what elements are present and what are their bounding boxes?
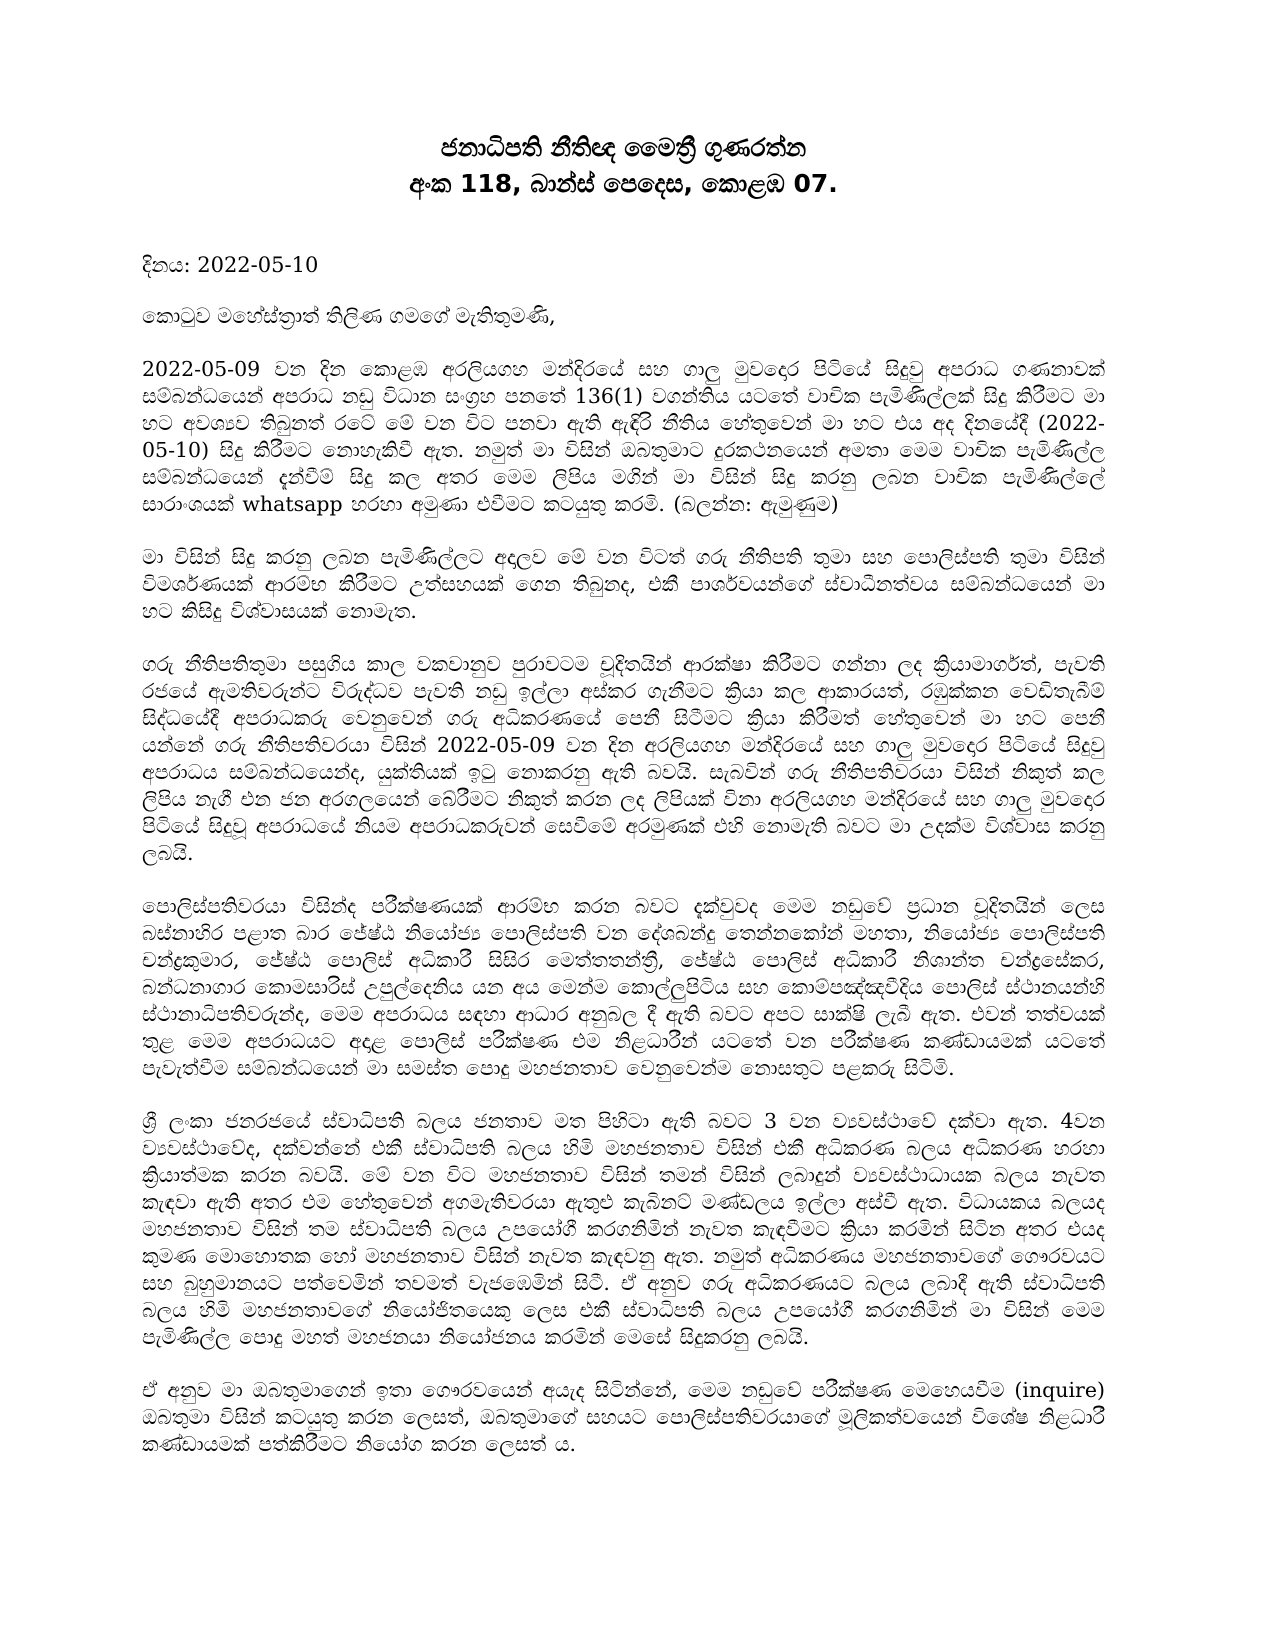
salutation: කොටුව මහේස්ත්‍රාත් තිලිණ ගමගේ මැතිතුමණි, bbox=[142, 304, 556, 328]
date-line: දිනය: 2022-05-10 bbox=[142, 253, 319, 277]
body-paragraph: ශ්‍රී ලංකා ජනරජයේ ස්වාධිපති බලය ජනතාව මත පිහිටා ඇති බවට 3 වන ව්‍යවස්ථාවේ දක්වා ඇත. 4වන ව්‍යවස්ථාවේද, දක්වන්නේ එකී ස්වාධිපති බලය හිමි මහජනතාව විසින් එකී අධිකරණ බලය අධිකරණ හරහා ක්‍රියාත්මක කරන බවයි. මේ වන විට මහජනතාව විසින් තමන් විසින් ලබාදුන් ව්‍යවස්ථාධායක බලය නැවත කැඳවා ඇති අතර එම හේතුවෙන් අගමැතිවරයා ඇතුළු කැබිනට් මණ්ඩලය ඉල්ලා අස්වී ඇත. විධායකය බලයද මහජනතාව විසින් තම ස්වාධිපති බලය උපයෝගී කරගනිමින් නැවත කැඳවීමට ක්‍රියා කරමින් සිටින අතර එයද කුමණ මොහොතක හෝ මහජනතාව විසින් නැවත කැඳවනු ඇත. නමුත් අධිකරණය මහජනතාවගේ ගෞරවයට සහ බුහුමානයට පත්වෙමින් තවමත් වැජඹෙමින් සිටී. ඒ අනුව ගරු අධිකරණයට බලය ලබාදී ඇති ස්වාධිපති බලය හිමි මහජනතාවගේ නියෝජිතයෙකු ලෙස එකී ස්වාධිපති බලය උපයෝගී කරගනිමින් මා විසින් මෙම පැමිණිල්ල පොදු මහත් මහජනයා නියෝජනය කරමින් මෙසේ සිදුකරනු ලබයි. bbox=[142, 1109, 1105, 1349]
letterhead bbox=[142, 130, 1105, 202]
body-paragraph: 2022-05-09 වන දින කොළඹ අරලියගහ මන්දිරයේ සහ ගාලු මුවදොර පිටියේ සිදුවු අපරාධ ගණනාවක් සම්බන්ධයෙන් අපරාධ නඩු විධාන සංග්‍රහ පනතේ 136(1) වගන්තිය යටතේ වාචික පැමිණිල්ලක් සිදු කිරීමට මා හට අවශ්‍යව තිබුනත් රටේ මේ වන විට පනවා ඇති ඇඳිරි නීතිය හේතුවෙන් මා හට එය අද දිනයේදී (2022-05-10) සිදු කිරීමට නොහැකිවී ඇත. නමුත් මා විසින් ඔබතුමාට දුරකථනයෙන් අමතා මෙම වාචික පැමිණිල්ල සම්බන්ධයෙන් දැන්වීම් සිදු කල අතර මෙම ලිපිය මගින් මා විසින් සිදු කරනු ලබන වාචික පැමිණිල්ලේ සාරාංශයක් whatsapp හරහා අමුණා එවීමට කටයුතු කරමි. (බලන්න: ඇමුණුම) bbox=[142, 357, 1105, 516]
body-paragraph: පොලිස්පතිවරයා විසින්ද පරීක්ෂණයක් ආරම්භ කරන බවට දැක්වුවද මෙම නඩුවේ ප්‍රධාන චූදිතයින් ලෙස බස්නාහිර පළාත බාර ජේෂ්ඨ නියෝජ්‍ය පොලිස්පති වන දේශබන්දු තෙන්නකෝන් මහතා, නියෝජ්‍ය පොලිස්පති චන්ද්‍රකුමාර, ජේෂ්ඨ පොලිස් අධිකාරී සිසිර මෙත්තතන්ත්‍රී, ජේෂ්ඨ පොලිස් අධිකාරී නිශාන්ත චන්ද්‍රසේකර, බන්ධනාගාර කොමසාරිස් උපුල්දෙනිය යන අය මෙන්ම කොල්ලුපිටිය සහ කොම්පඤ්ඤවීදිය පොලිස් ස්ථානයන්හි ස්ථානාධිපතිවරුන්ද, මෙම අපරාධය සඳහා ආධාර අනුබල දී ඇති බවට අපට සාක්ෂි ලැබී ඇත. එවන් තත්වයක් තුළ මෙම අපරාධයට අදාළ පොලිස් පරීක්ෂණ එම නිළධාරීන් යටතේ වන පරීක්ෂණ කණ්ඩායමක් යටතේ පැවැත්වීම සම්බන්ධයෙන් මා සමස්ත පොදු මහජනතාව වෙනුවෙන්ම නොසතුට පළකරු සිටිමි. bbox=[142, 894, 1105, 1080]
letterhead-name: ජනාධිපති නීතිඥ මෛත්‍රී ගුණරත්න bbox=[440, 133, 807, 162]
letter-body bbox=[142, 356, 1105, 1458]
letter-content bbox=[142, 130, 1105, 1458]
body-paragraph: ගරු නීතිපතිතුමා පසුගිය කාල වකවානුව පුරාවටම චූදිතයින් ආරක්ෂා කිරීමට ගන්නා ලද ක්‍රියාමාර්ගත්, පැවති රජයේ ඇමතිවරුන්ට විරුද්ධව පැවති නඩු ඉල්ලා අස්කර ගැනීමට ක්‍රියා කල ආකාරයත්, රඹුක්කන වෙඩිතැබීම් සිද්ධයේදී අපරාධකරු වෙනුවෙන් ගරු අධිකරණයේ පෙනී සිටීමට ක්‍රියා කිරීමත් හේතුවෙන් මා හට පෙනී යන්නේ ගරු නීතිපතිවරයා විසින් 2022-05-09 වන දින අරලියගහ මන්දිරයේ සහ ගාලු මුවදොර පිටියේ සිදුවු අපරාධය සම්බන්ධයෙන්ද, යුක්තියක් ඉටු නොකරනු ඇති බවයි. සැබවින් ගරු නීතිපතිවරයා විසින් නිකුත් කල ලිපිය නැගී එන ජන අරගලයෙන් බේරීමට නිකුත් කරන ලද ලිපියක් විනා අරලියගහ මන්දිරයේ සහ ගාලු මුවදොර පිටියේ සිදුවූ අපරාධයේ නියම අපරාධකරුවන් සෙවීමේ අරමුණක් එහි නොමැති බවට මා උදක්ම විශ්වාස කරනු ලබයි. bbox=[142, 652, 1105, 865]
body-paragraph: මා විසින් සිදු කරනු ලබන පැමිණිල්ලට අදාලව මේ වන විටත් ගරු නීතිපති තුමා සහ පොලිස්පති තුමා විසින් විමර්ශණයක් ආරම්භ කිරීමට උත්සහයක් ගෙන තිබුනද, එකී පාර්ශවයන්ගේ ස්වාධීනත්වය සම්බන්ධයෙන් මා හට කිසිදු විශ්වාසයක් නොමැත. bbox=[142, 545, 1105, 623]
body-paragraph: ඒ අනුව මා ඔබතුමාගෙන් ඉතා ගෞරවයෙන් අයැද සිටින්නේ, මෙම නඩුවේ පරීක්ෂණ මෙහෙයවීම (inquire) ඔබතුමා විසින් කටයුතු කරන ලෙසත්, ඔබතුමාගේ සහයට පොලිස්පතිවරයාගේ මූලිකත්වයෙන් විශේෂ නිළධාරී කණ්ඩායමක් පත්කිරීමට නියෝග කරන ලෙසත් ය. bbox=[142, 1378, 1105, 1456]
letterhead-address: අංක 118, බාන්ස් පෙදෙස, කොළඹ 07. bbox=[409, 169, 838, 198]
